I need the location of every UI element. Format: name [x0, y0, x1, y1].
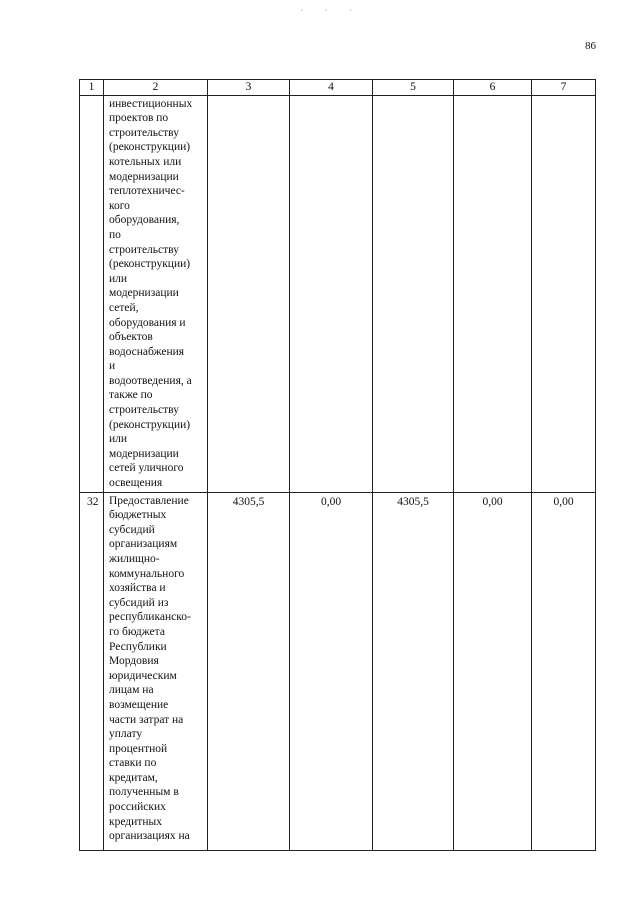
column-header-6: 6 — [454, 80, 532, 96]
column-header-7: 7 — [532, 80, 596, 96]
budget-table — [79, 79, 596, 851]
row-number: 32 — [80, 492, 104, 850]
cell-col7: 0,00 — [532, 492, 596, 850]
column-header-2: 2 — [104, 80, 208, 96]
cell-col7 — [532, 95, 596, 492]
table-header-row — [80, 80, 596, 96]
scan-marks: · · · — [300, 6, 362, 15]
column-header-3: 3 — [208, 80, 290, 96]
column-header-1: 1 — [80, 80, 104, 96]
table-row — [80, 492, 596, 850]
cell-col6: 0,00 — [454, 492, 532, 850]
row-number — [80, 95, 104, 492]
cell-col4 — [290, 95, 373, 492]
row-description: Предоставление бюджетных субсидий организациям жилищно- коммунального хозяйства и субсидий из республиканско- го бюджета Республики Мордовия юридическим лицам на возмещение части затрат на уплату процентной ставки по кредитам, полученным в российских кредитных организациях на — [104, 492, 208, 850]
cell-col6 — [454, 95, 532, 492]
cell-col3 — [208, 95, 290, 492]
row-description: инвестиционных проектов по строительству (реконструкции) котельных или модернизации теплотехничес- кого оборудования, по строительству (реконструкции) или модернизации сетей, оборудования и объектов водоснабжения и водоотведения, а также по строительству (реконструкции) или модернизации сетей уличного освещения — [104, 95, 208, 492]
page-number: 86 — [585, 40, 596, 52]
cell-col4: 0,00 — [290, 492, 373, 850]
cell-col5 — [373, 95, 454, 492]
column-header-5: 5 — [373, 80, 454, 96]
cell-col3: 4305,5 — [208, 492, 290, 850]
cell-col5: 4305,5 — [373, 492, 454, 850]
column-header-4: 4 — [290, 80, 373, 96]
table-row — [80, 95, 596, 492]
